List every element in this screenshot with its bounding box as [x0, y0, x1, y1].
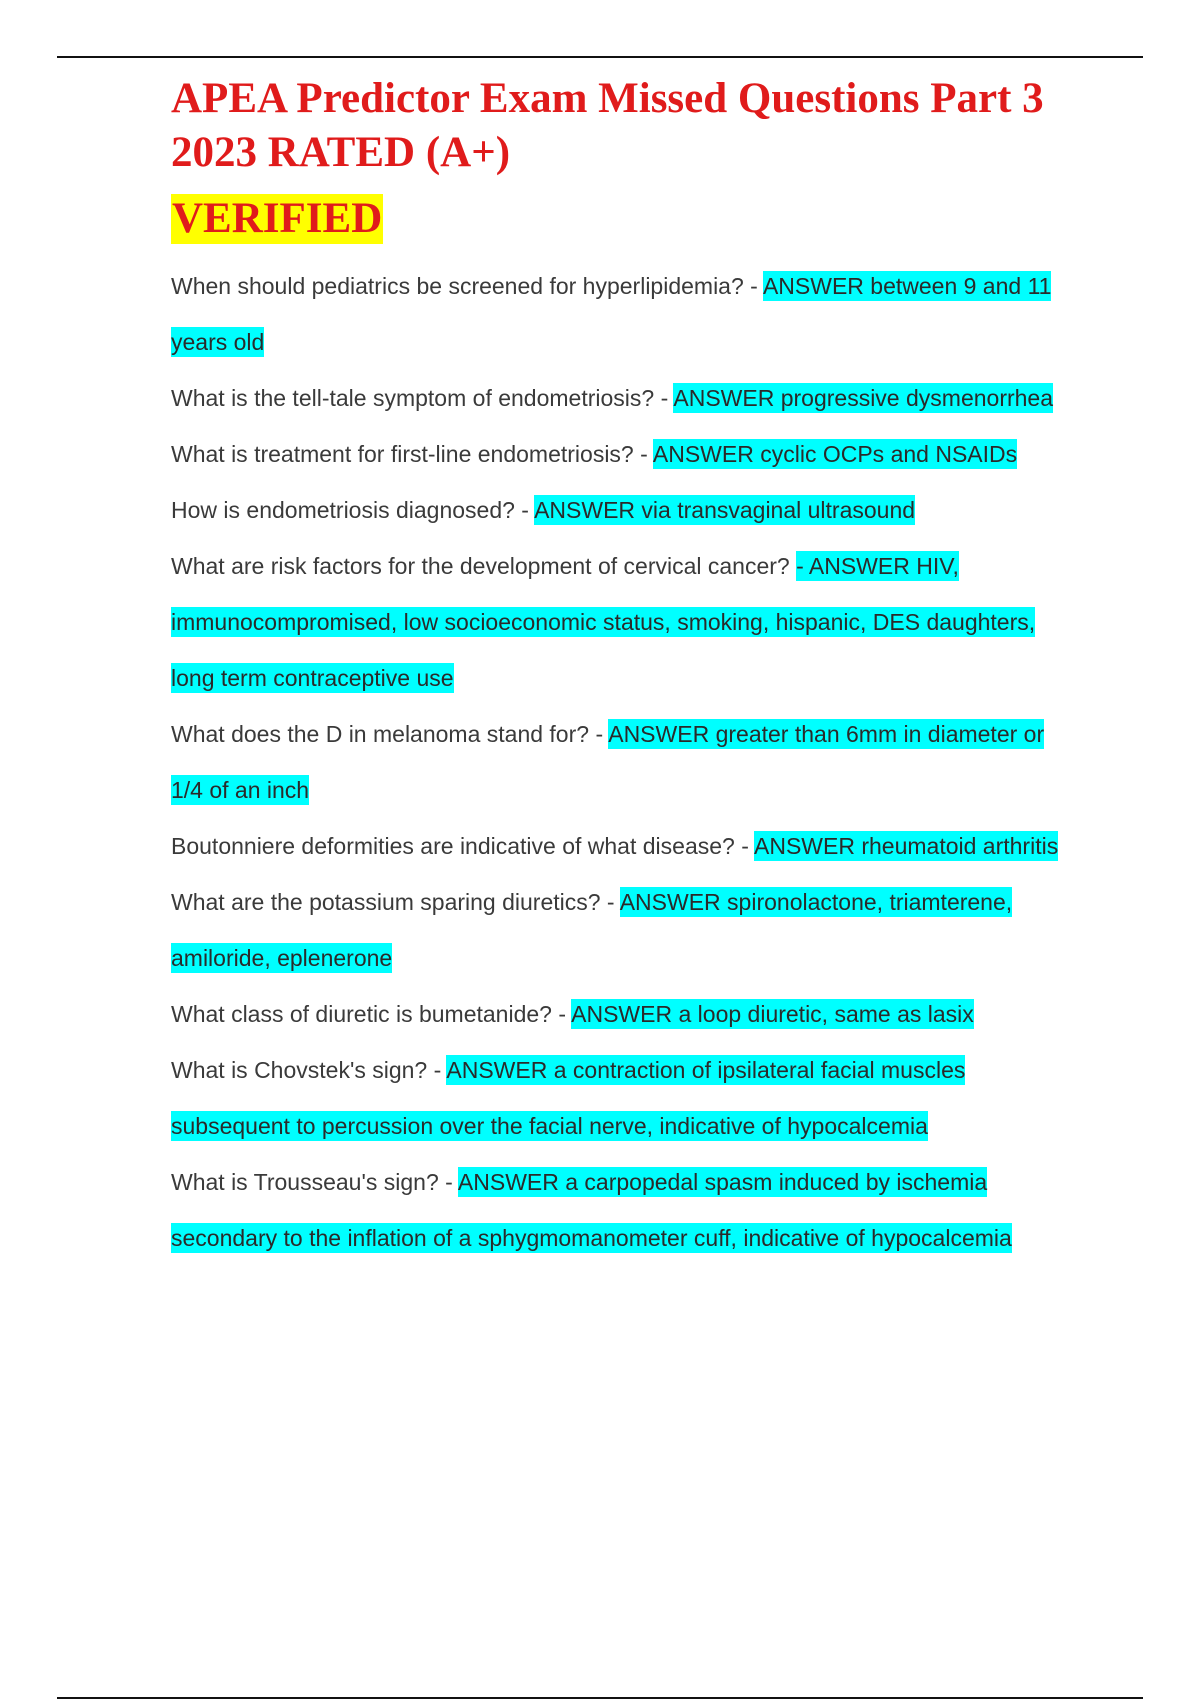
question-text: What are risk factors for the development of cervical cancer? — [171, 553, 797, 579]
question-text: What is Chovstek's sign? - — [171, 1057, 447, 1083]
bottom-rule — [57, 1697, 1143, 1699]
answer-highlight: ANSWER greater than 6mm in diameter or 1/4 of an inch — [171, 721, 1045, 803]
verified-badge: VERIFIED — [172, 195, 383, 242]
answer-highlight: ANSWER a loop diuretic, same as lasix — [571, 1001, 974, 1027]
question-text: How is endometriosis diagnosed? - — [171, 497, 535, 523]
answer-highlight: ANSWER a carpopedal spasm induced by ischemia secondary to the inflation of a sphygmomanometer cuff, indicative of hypocalcemia — [171, 1169, 1012, 1251]
answer-highlight: ANSWER between 9 and 11 years old — [171, 273, 1052, 355]
answer-highlight: - ANSWER HIV, immunocompromised, low socioeconomic status, smoking, hispanic, DES daughters, long term contraceptive use — [171, 553, 1036, 691]
question-text: What is Trousseau's sign? - — [171, 1169, 458, 1195]
verified-badge-wrap — [171, 194, 1071, 250]
qa-item — [171, 986, 1071, 1042]
qa-item — [171, 370, 1071, 426]
qa-item — [171, 818, 1071, 874]
answer-highlight: ANSWER progressive dysmenorrhea — [673, 385, 1054, 411]
qa-item — [171, 1042, 1071, 1154]
answer-highlight: ANSWER cyclic OCPs and NSAIDs — [652, 441, 1018, 467]
answer-highlight: ANSWER spironolactone, triamterene, amiloride, eplenerone — [171, 889, 1013, 971]
question-text: Boutonniere deformities are indicative of what disease? - — [171, 833, 754, 859]
qa-item — [171, 426, 1071, 482]
question-text: What are the potassium sparing diuretics? - — [171, 889, 620, 915]
question-text: What class of diuretic is bumetanide? - — [171, 1001, 572, 1027]
qa-item — [171, 258, 1071, 370]
question-text: When should pediatrics be screened for hyperlipidemia? - — [171, 273, 763, 299]
question-text: What is the tell-tale symptom of endometriosis? - — [171, 385, 674, 411]
answer-highlight: ANSWER via transvaginal ultrasound — [534, 497, 916, 523]
qa-list — [171, 258, 1071, 1266]
answer-highlight: ANSWER rheumatoid arthritis — [754, 833, 1059, 859]
qa-item — [171, 482, 1071, 538]
top-rule — [57, 56, 1143, 58]
qa-item — [171, 706, 1071, 818]
document-title: APEA Predictor Exam Missed Questions Part 3 2023 RATED (A+) — [171, 75, 1044, 176]
document-page — [171, 72, 1071, 1266]
qa-item — [171, 874, 1071, 986]
qa-item — [171, 538, 1071, 706]
answer-highlight: ANSWER a contraction of ipsilateral facial muscles subsequent to percussion over the facial nerve, indicative of hypocalcemia — [171, 1057, 966, 1139]
question-text: What does the D in melanoma stand for? - — [171, 721, 609, 747]
qa-item — [171, 1154, 1071, 1266]
question-text: What is treatment for first-line endometriosis? - — [171, 441, 653, 467]
